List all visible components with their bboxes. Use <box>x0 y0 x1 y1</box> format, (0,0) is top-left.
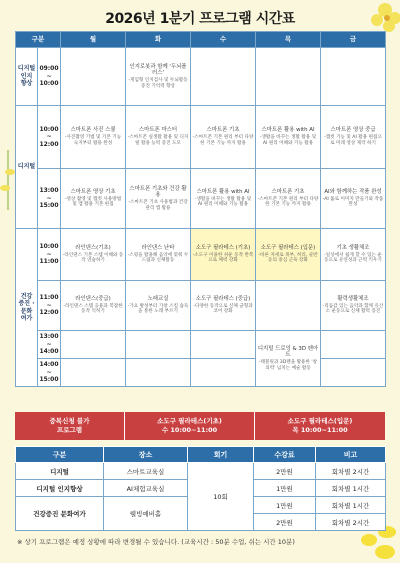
banner-label-bottom: 프로그램 <box>56 426 83 434</box>
info-header-category: 구분 <box>16 447 104 463</box>
empty-cell <box>61 331 126 359</box>
time-slot: 11:00 ~ 12:00 <box>38 281 61 331</box>
banner-mid-title: 소도구 필라테스(기초) <box>157 416 222 425</box>
program-title: 스마트폰 활용 with AI <box>261 127 315 134</box>
program-desc: -스마트폰 기본 원리 부터 다양한 기본 기능 까지 활용 <box>257 196 319 208</box>
group-digital-cognition: 디지털 인지 향상 <box>16 48 38 106</box>
info-fee: 2만원 <box>254 514 316 531</box>
empty-cell <box>256 48 321 106</box>
info-table <box>15 446 386 531</box>
program-desc: -사진촬영 기법 및 기본 기능 숙지부터 활용 완성 <box>64 135 122 146</box>
program-cell <box>256 331 321 387</box>
program-cell <box>321 106 386 169</box>
program-title: 소도구 필라테스 (기초) <box>195 244 251 251</box>
program-desc: -스마트폰 기초 사용법과 건강 관리 앱 활용 <box>128 200 188 211</box>
program-title: 스마트폰 기초와 건강 활용 <box>129 185 187 199</box>
info-header-note: 비고 <box>316 447 386 463</box>
page-title: 2026년 1분기 프로그램 시간표 <box>105 11 295 27</box>
flower-icon <box>0 150 16 210</box>
time-slot: 14:00 ~ 15:00 <box>38 359 61 387</box>
program-desc: -일상에서 쉽게 할 수 있는 운동으로 유연성과 근력 키우기 <box>324 252 382 264</box>
program-cell <box>191 106 256 169</box>
time-slot: 10:00 ~ 12:00 <box>38 106 61 169</box>
program-title: 디지털 드로잉 & 3D 펜아트 <box>257 345 319 359</box>
header-thu: 목 <box>256 32 321 48</box>
program-cell <box>61 106 126 169</box>
banner-mid-time: 수 10:00~11:00 <box>161 426 218 434</box>
program-title: 인지로봇과 함께 '두뇌플러스' <box>129 63 187 77</box>
program-cell <box>126 106 191 169</box>
header-wed: 수 <box>191 32 256 48</box>
program-desc: -태블릿과 3D펜을 활용한 '창의력' 넘치는 예술 활동 <box>258 360 318 371</box>
info-category: 디지털 <box>16 463 104 480</box>
time-slot: 13:00 ~ 15:00 <box>38 169 61 229</box>
empty-cell <box>321 331 386 359</box>
info-note: 회차별 2시간 <box>316 463 386 480</box>
program-desc: -라인댄스 스텝 응용과 복잡한 동작 익히기 <box>63 303 123 315</box>
info-sessions: 10회 <box>188 463 254 531</box>
program-desc: -AI 툴로 이미지 만들기와 작품 완성 <box>322 196 384 208</box>
info-note: 회차별 2시간 <box>316 514 386 531</box>
empty-cell <box>256 281 321 331</box>
info-category: 디지털 인지향상 <box>16 480 104 497</box>
program-title: 기초 생활체조 <box>336 244 370 251</box>
empty-cell <box>321 48 386 106</box>
banner-right-title: 소도구 필라테스(입문) <box>287 416 353 425</box>
schedule-table <box>15 31 386 387</box>
program-cell <box>126 229 191 281</box>
program-cell <box>61 229 126 281</box>
program-title: 스마트폰 마스터 <box>138 127 178 134</box>
empty-cell <box>321 359 386 387</box>
program-desc: -소도구 이용한 쉬운 동작 반복으로 체력 강화 <box>192 252 254 264</box>
program-cell <box>321 169 386 229</box>
empty-cell <box>126 331 191 359</box>
program-title: 스마트폰 기초 <box>271 188 305 195</box>
info-fee: 1만원 <box>254 497 316 514</box>
program-cell <box>191 281 256 331</box>
program-desc: -라인댄스 기본 스텝 이해와 동작 연습하기 <box>62 252 124 264</box>
program-cell <box>256 106 321 169</box>
program-cell <box>61 169 126 229</box>
banner-label <box>15 412 125 440</box>
program-title: 노래교실 <box>147 295 169 302</box>
program-cell <box>321 281 386 331</box>
program-title: AI와 함께하는 작품 완성 <box>324 188 382 195</box>
program-cell <box>256 229 321 281</box>
info-header-sessions: 회기 <box>188 447 254 463</box>
banner-program-basic <box>125 412 255 440</box>
program-title: 라인댄스(기초) <box>75 244 111 251</box>
time-slot: 13:00 ~ 14:00 <box>38 331 61 359</box>
program-cell <box>256 169 321 229</box>
info-place: 스마트교육실 <box>104 463 188 480</box>
time-slot: 10:00 ~ 11:00 <box>38 229 61 281</box>
program-desc: -생활을 바꾸는 생활 활용 및 AI 원리 이해와 기능 활용 <box>194 196 252 208</box>
header-mon: 월 <box>61 32 126 48</box>
program-desc: -가요 발성부터 가창 스킬 습득을 통한 노래 부르기 <box>127 303 189 315</box>
program-desc: -리듬감 있는 음악과 함께 유산소 운동으로 신체 활력 증진 <box>322 303 384 315</box>
time-slot: 09:00 ~ 10:00 <box>38 48 61 106</box>
program-title: 스마트폰 영상 기초 <box>70 188 116 195</box>
group-digital: 디지털 <box>16 106 38 229</box>
program-cell <box>126 281 191 331</box>
empty-cell <box>191 331 256 359</box>
banner-label-top: 중복신청 불가 <box>49 416 90 425</box>
info-place: 웰빙예비홀 <box>104 497 188 531</box>
program-desc: -생활을 바꾸는 생활 활용 및 AI 원리 이해와 기능 활용 <box>259 135 317 146</box>
program-cell <box>126 48 191 106</box>
program-desc: -게임형 인지검사 및 두뇌활동 증진 기억력 향상 <box>128 78 188 89</box>
group-health-culture: 건강 증진 · 문화 여가 <box>16 229 38 387</box>
program-cell <box>321 229 386 281</box>
empty-cell <box>191 48 256 106</box>
header-fri: 금 <box>321 32 386 48</box>
program-cell <box>191 229 256 281</box>
program-title: 라인댄스(중급) <box>75 295 111 302</box>
footnote: ※ 상기 프로그램은 예정 상황에 따라 변경될 수 있습니다. (교육시간 : 50분 수업, 쉬는 시간 10분) <box>17 538 295 546</box>
program-desc: -스마트폰 실생활 활용 및 디지털 활용 능력 증진 도모 <box>127 135 189 146</box>
info-header-place: 장소 <box>104 447 188 463</box>
header-category: 구분 <box>16 32 61 48</box>
program-cell <box>61 281 126 331</box>
info-category: 건강증진 문화여가 <box>16 497 104 531</box>
info-note: 회차별 1시간 <box>316 497 386 514</box>
info-fee: 1만원 <box>254 480 316 497</box>
empty-cell <box>126 359 191 387</box>
program-desc: -스마트폰 기본 원리 부터 다양한 기본 기능 까지 활용 <box>192 135 254 146</box>
info-header-fee: 수강료 <box>254 447 316 463</box>
program-title: 활력생활체조 <box>337 295 369 302</box>
program-title: 스마트폰 기초 <box>206 127 240 134</box>
empty-cell <box>191 359 256 387</box>
info-note: 회차별 1시간 <box>316 480 386 497</box>
info-fee: 2만원 <box>254 463 316 480</box>
program-desc: -바른 자세로 목부, 허리, 골반 등의 중심 근육 강화 <box>258 252 318 264</box>
banner-right-time: 목 10:00~11:00 <box>292 426 348 434</box>
program-cell <box>191 169 256 229</box>
empty-cell <box>61 48 126 106</box>
program-desc: -캡컷 기능 및 AI 활용 편집으로 미래 영상 제작 하기 <box>324 135 382 146</box>
program-title: 스마트폰 사진 스쿨 <box>70 127 116 134</box>
program-title: 스마트폰 활용 with AI <box>196 188 250 195</box>
program-desc: -영상 촬영 및 캡컷 사용방법 및 앱 활용 기본 편집 <box>64 196 122 208</box>
empty-cell <box>61 359 126 387</box>
program-desc: -다양한 동작으로 신체 균형과 코어 강화 <box>193 303 253 315</box>
duplicate-notice-banner <box>15 412 385 440</box>
program-desc: -스윙을 활용해 음악에 맞춰 두드림과 신체활동 <box>127 252 189 264</box>
program-title: 스마트폰 영상 중급 <box>330 127 376 134</box>
info-place: AI체험교육실 <box>104 480 188 497</box>
program-title: 라인댄스 난타 <box>141 244 175 251</box>
header-tue: 화 <box>126 32 191 48</box>
banner-program-intro <box>255 412 385 440</box>
program-title: 소도구 필라테스 (입문) <box>260 244 316 251</box>
program-title: 소도구 필라테스 (중급) <box>195 295 251 302</box>
program-cell <box>126 169 191 229</box>
